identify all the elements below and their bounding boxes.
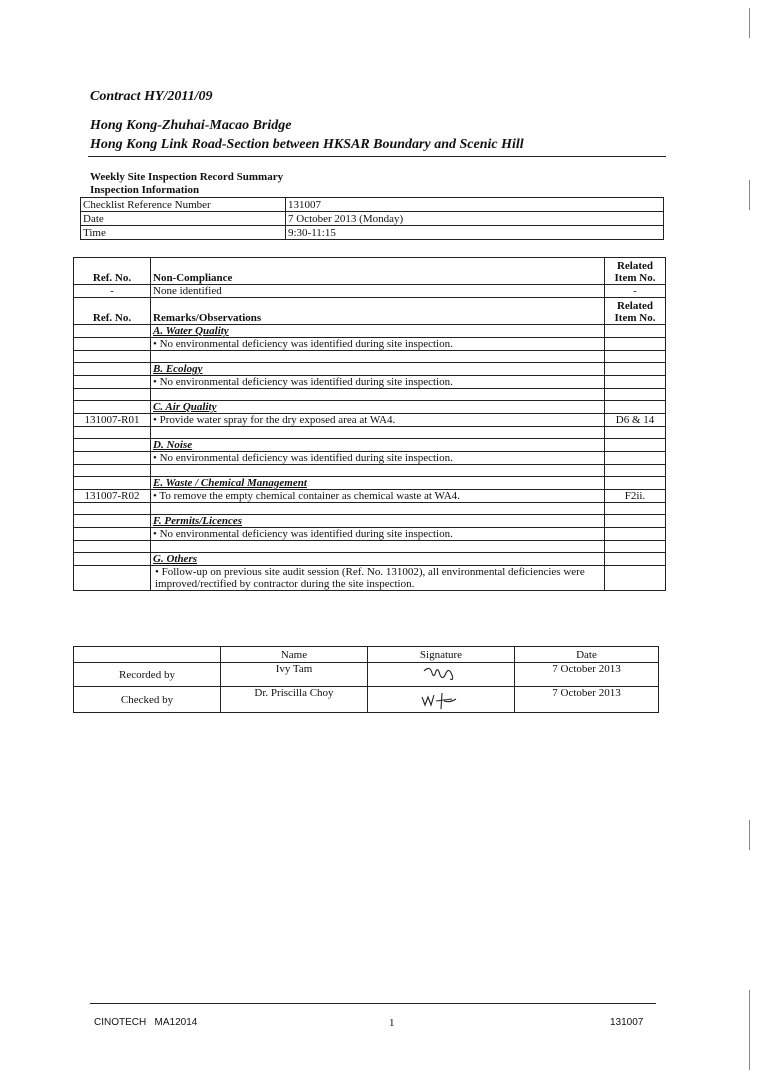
non-compliance-header-row [74, 258, 666, 285]
section-title-row [74, 515, 666, 528]
info-label: Date [81, 212, 286, 226]
signoff-date: 7 October 2013 [515, 687, 659, 713]
footer-reference: 131007 [610, 1017, 644, 1028]
footer-divider [90, 1003, 656, 1004]
signoff-row-recorded [74, 663, 659, 687]
findings-table [73, 257, 666, 591]
ref-cell: 131007-R01 [74, 414, 151, 427]
scan-edge-mark [749, 990, 750, 1070]
spacer-row [74, 503, 666, 515]
remark-row [74, 414, 666, 427]
scan-edge-mark [749, 8, 750, 38]
section-title-row [74, 363, 666, 376]
item-cell [605, 338, 666, 351]
section-title: E. Waste / Chemical Management [151, 477, 605, 490]
signature-image [368, 663, 515, 687]
remark-row [74, 338, 666, 351]
info-row-checklist [81, 198, 664, 212]
remark-text: • No environmental deficiency was identified during site inspection. [151, 338, 605, 351]
section-title-row [74, 477, 666, 490]
name-header: Name [221, 647, 368, 663]
signature-header: Signature [368, 647, 515, 663]
section-title: Hong Kong Link Road-Section between HKSAR Boundary and Scenic Hill [90, 137, 524, 152]
role-label: Recorded by [74, 663, 221, 687]
role-label: Checked by [74, 687, 221, 713]
section-title-row [74, 553, 666, 566]
ref-cell [74, 528, 151, 541]
section-title: A. Water Quality [151, 325, 605, 338]
ref-cell [74, 338, 151, 351]
signoff-header-row [74, 647, 659, 663]
header-divider [88, 156, 666, 157]
ref-cell: - [74, 285, 151, 298]
section-title-row [74, 439, 666, 452]
handwritten-signature-icon [416, 687, 466, 709]
remark-row [74, 566, 666, 591]
remark-text: • No environmental deficiency was identified during site inspection. [151, 376, 605, 389]
spacer-row [74, 351, 666, 363]
signer-name: Dr. Priscilla Choy [221, 687, 368, 713]
ref-cell: 131007-R02 [74, 490, 151, 503]
info-row-date [81, 212, 664, 226]
scan-edge-mark [749, 180, 750, 210]
remark-row [74, 528, 666, 541]
item-cell [605, 452, 666, 465]
non-compliance-row [74, 285, 666, 298]
remarks-header: Remarks/Observations [151, 298, 605, 325]
remark-text: • Follow-up on previous site audit session (Ref. No. 131002), all environmental deficiencies were improved/rectified by contractor during the site inspection. [151, 566, 605, 591]
section-title: D. Noise [151, 439, 605, 452]
spacer-row [74, 541, 666, 553]
info-row-time [81, 226, 664, 240]
item-cell [605, 376, 666, 389]
ref-cell [74, 452, 151, 465]
remark-row [74, 452, 666, 465]
remark-text: • Provide water spray for the dry exposed area at WA4. [151, 414, 605, 427]
remark-text: • To remove the empty chemical container as chemical waste at WA4. [151, 490, 605, 503]
section-title: F. Permits/Licences [151, 515, 605, 528]
ref-cell [74, 376, 151, 389]
signoff-date: 7 October 2013 [515, 663, 659, 687]
non-compliance-text: None identified [151, 285, 605, 298]
section-title: C. Air Quality [151, 401, 605, 414]
inspection-info-title: Inspection Information [90, 184, 200, 196]
remark-text: • No environmental deficiency was identified during site inspection. [151, 452, 605, 465]
handwritten-signature-icon [416, 663, 466, 683]
remarks-header-row [74, 298, 666, 325]
summary-title: Weekly Site Inspection Record Summary [90, 171, 284, 183]
date-header: Date [515, 647, 659, 663]
related-item-header: Related Item No. [605, 258, 666, 285]
item-cell: D6 & 14 [605, 414, 666, 427]
inspection-info-table [80, 197, 664, 240]
item-cell: F2ii. [605, 490, 666, 503]
item-cell: - [605, 285, 666, 298]
remark-row [74, 376, 666, 389]
footer-company: CINOTECH MA12014 [94, 1017, 198, 1028]
spacer-row [74, 427, 666, 439]
signature-image [368, 687, 515, 713]
section-title: G. Others [151, 553, 605, 566]
item-cell [605, 566, 666, 591]
contract-number: Contract HY/2011/09 [90, 89, 213, 104]
info-label: Time [81, 226, 286, 240]
ref-cell [74, 566, 151, 591]
info-value: 9:30-11:15 [286, 226, 664, 240]
item-cell [605, 528, 666, 541]
page-number: 1 [389, 1017, 395, 1029]
scan-edge-mark [749, 820, 750, 850]
related-item-header: Related Item No. [605, 298, 666, 325]
signer-name: Ivy Tam [221, 663, 368, 687]
spacer-row [74, 465, 666, 477]
section-title-row [74, 401, 666, 414]
remark-text: • No environmental deficiency was identified during site inspection. [151, 528, 605, 541]
ref-header: Ref. No. [74, 258, 151, 285]
remark-row [74, 490, 666, 503]
section-title: B. Ecology [151, 363, 605, 376]
section-title-row [74, 325, 666, 338]
info-label: Checklist Reference Number [81, 198, 286, 212]
info-value: 131007 [286, 198, 664, 212]
info-value: 7 October 2013 (Monday) [286, 212, 664, 226]
non-compliance-header: Non-Compliance [151, 258, 605, 285]
signoff-row-checked [74, 687, 659, 713]
signoff-table [73, 646, 659, 713]
spacer-row [74, 389, 666, 401]
project-title: Hong Kong-Zhuhai-Macao Bridge [90, 118, 292, 133]
ref-header: Ref. No. [74, 298, 151, 325]
